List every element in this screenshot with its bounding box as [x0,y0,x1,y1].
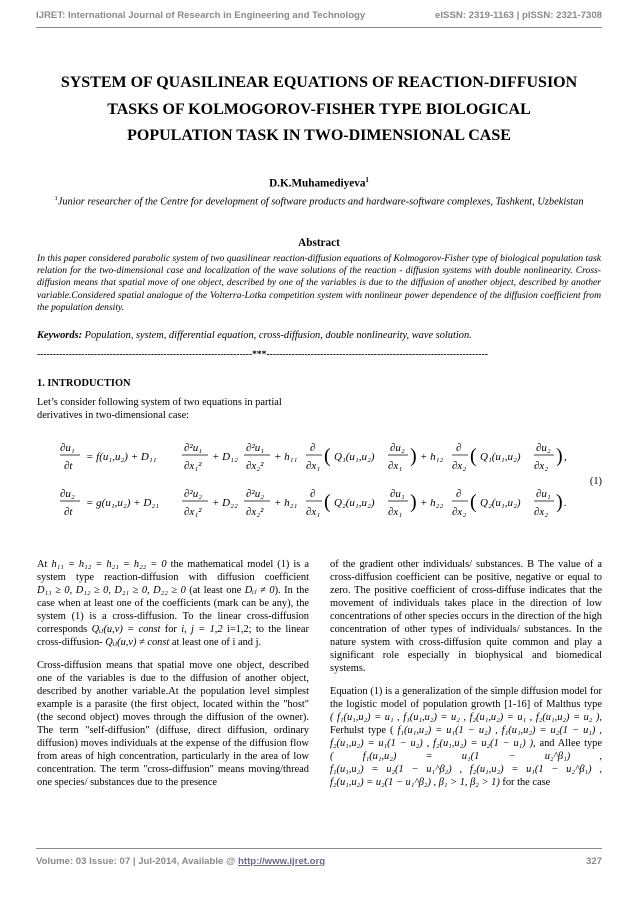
equation-number: (1) [589,476,602,487]
svg-text:∂x₁²: ∂x₁² [184,506,202,518]
affiliation [50,192,588,208]
math-ferhulst-1: f₁(u₁,u₂) = u₁(1 − u₂) , f₁(u₁,u₂) = u₂(1 − u₁) , [397,725,602,736]
math-ferhulst-2: f₂(u₁,u₂) = u₁(1 − u₂) , f₂(u₁,u₂) = u₂(1 − u₁) ), [330,738,536,749]
equation-system [60,438,590,528]
svg-text:∂²u₂: ∂²u₂ [184,488,203,500]
abstract-heading: Abstract [298,237,340,249]
svg-text:∂: ∂ [310,442,316,454]
svg-text:∂x₂: ∂x₂ [452,460,467,472]
svg-text:∂x₁: ∂x₁ [306,506,321,518]
author-mark: 1 [365,176,369,184]
issn: eISSN: 2319-1163 | pISSN: 2321-7308 [435,10,602,21]
title-line-2: TASKS OF KOLMOGOROV-FISHER TYPE BIOLOGICAL [107,100,531,118]
svg-text:∂²u₁: ∂²u₁ [246,442,265,454]
svg-text:(: ( [324,491,331,513]
svg-text:= f(u₁,u₂) + D₁₁: = f(u₁,u₂) + D₁₁ [86,451,157,463]
svg-text:∂t: ∂t [64,506,73,518]
math-q-const: Qᵢⱼ(u,v) = const [91,624,161,635]
svg-text:∂x₁: ∂x₁ [306,460,321,472]
svg-text:∂x₁²: ∂x₁² [184,460,202,472]
svg-text:∂u₁: ∂u₁ [390,488,405,500]
svg-text:∂x₂: ∂x₂ [534,460,549,472]
svg-text:Q₂(u₁,u₂): Q₂(u₁,u₂) [480,497,521,509]
svg-text:+ h₂₁: + h₂₁ [274,497,298,509]
intro-text: Let’s consider following system of two equations in partial derivatives in two-dimensional case: [37,397,282,421]
svg-text:+ h₁₂: + h₁₂ [420,451,444,463]
affiliation-text: Junior researcher of the Centre for development of software products and hardware-software complexes, Tashkent, Uzbekistan [57,196,584,208]
footer-volume: Volume: 03 Issue: 07 | Jul-2014, Available @ http://www.ijret.org [36,856,326,867]
running-footer [36,856,602,867]
title-line-3: POPULATION TASK IN TWO-DIMENSIONAL CASE [127,127,511,144]
math-d-nonneg: D₁₁ ≥ 0, D₁₂ ≥ 0, D₂₁ ≥ 0, D₂₂ ≥ 0 [37,585,186,596]
svg-text:(: ( [470,445,477,467]
keywords [37,330,601,341]
svg-text:= g(u₁,u₂) + D₂₁: = g(u₁,u₂) + D₂₁ [86,497,159,509]
svg-text:∂u₂: ∂u₂ [60,488,75,500]
svg-text:∂: ∂ [456,488,462,500]
svg-text:+ D₁₂: + D₁₂ [212,451,238,463]
math-malthus-1: ( f₁(u₁,u₂) = u₁ , f₁(u₁,u₂) = u₂ , [330,712,466,723]
svg-text:Q₂(u₁,u₂): Q₂(u₁,u₂) [334,497,375,509]
page-number: 327 [585,856,602,867]
math-d-nonzero: Dᵢⱼ ≠ 0 [244,585,275,596]
math-allee-1: ( f₁(u₁,u₂) = u₁(1 − u₂^β₁) , [330,751,602,762]
title-line-1: SYSTEM OF QUASILINEAR EQUATIONS OF REACTION-DIFFUSION [60,74,578,91]
svg-text:+ h₁₁: + h₁₁ [274,451,298,463]
svg-text:.: . [564,497,567,509]
paper-title [30,70,608,150]
svg-text:∂t: ∂t [64,460,73,472]
header-rule [36,27,602,28]
svg-text:Q₁(u₁,u₂): Q₁(u₁,u₂) [480,451,521,463]
section-heading: 1. INTRODUCTION [37,378,131,389]
author-name: D.K.Muhamediyeva [269,177,366,190]
svg-text:): ) [410,491,417,513]
math-h-zero: h₁₁ = h₁₂ = h₂₁ = h₂₂ = 0 [51,559,167,570]
svg-text:): ) [556,491,563,513]
svg-text:∂x₁: ∂x₁ [388,506,403,518]
abstract-text: In this paper considered parabolic system of two quasilinear reaction-diffusion equations of Kolmogorov-Fisher type of biological population task relation for the two-dimensional case and localization of the wave solutions of the reaction - diffusion systems with double nonlinearity. Cross-diffusion means that spatial move of one object, described by one of the variables is due to the diffusion of another object, described by another variable.Considered spatial analogue of the Volterra-Lotka competition system with nonlinear power dependence of the diffusion coefficient from the population density. [37,253,601,313]
left-paragraph-1: At h₁₁ = h₁₂ = h₂₁ = h₂₂ = 0 the mathematical model (1) is a system type reaction-diffusion with diffusion coefficient D₁₁ ≥ 0, D₁₂ ≥ 0, D₂₁ ≥ 0, D₂₂ ≥ 0 (at least one Dᵢⱼ ≠ 0). In the case when at least one of the coefficients (mark can be any), the system (1) is a cross-diffusion. To the linear cross-diffusion corresponds Qᵢⱼ(u,v) = const for i, j = 1,2 i=1,2; to the linear cross-diffusion- Qᵢⱼ(u,v) ≠ const at least one of i and j. [37,559,309,648]
footer-rule [36,848,602,849]
affiliation-mark: 1 [54,195,58,202]
svg-text:): ) [556,445,563,467]
svg-text:∂x₂: ∂x₂ [452,506,467,518]
author [0,176,638,190]
svg-text:+ D₂₂: + D₂₂ [212,497,238,509]
math-q-nonconst: Qᵢⱼ(u,v) ≠ const [105,637,170,648]
separator: --------------------------------------------------------------------***---------------------------------------------------------------------- [37,350,488,360]
svg-text:∂x₁: ∂x₁ [388,460,403,472]
svg-text:∂²u₂: ∂²u₂ [246,488,265,500]
journal-name: IJRET: International Journal of Research in Engineering and Technology [36,10,366,21]
right-paragraph-2: Equation (1) is a generalization of the simple diffusion model for the logistic model of population growth [1-16] of Malthus type ( f₁(u₁,u₂) = u₁ , f₁(u₁,u₂) = u₂ , f₂(u₁,u₂) = u₁ , f₂(u₁,u₂) = u₂ ), Ferhulst type ( f₁(u₁,u₂) = u₁(1 − u₂) , f₁(u₁,u₂) = u₂(1 − u₁) , f₂(u₁,u₂) = u₁(1 − u₂) , f₂(u₁,u₂) = u₂(1 − u₁) ), and Allee type ( f₁(u₁,u₂) = u₁(1 − u₂^β₁) , f₁(u₁,u₂) = u₂(1 − u₁^β₂) , f₂(u₁,u₂) = u₁(1 − u₂^β₁) , f₂(u₁,u₂) = u₂(1 − u₁^β₂) , β₁ > 1, β₂ > 1) for the case [330,686,602,788]
math-allee-3: f₂(u₁,u₂) = u₂(1 − u₁^β₂) , β₁ > 1, β₂ > 1) [330,777,500,788]
svg-text:∂u₂: ∂u₂ [390,442,405,454]
svg-text:): ) [410,445,417,467]
svg-text:(: ( [470,491,477,513]
right-paragraph-1: of the gradient other individuals/ substances. B The value of a cross-diffusion coefficient can be positive, negative or equal to zero. The positive coefficient of cross-diffuse indicates that the movement of individuals takes place in the direction of low concentrations of other species occurs in the direction of the high concentration of other types of individuals/ substances. In the nature system with cross-diffusion quite common and play a significant role especially in biophysical and biomedical systems. [330,559,602,674]
keywords-label: Keywords: [37,330,83,341]
svg-text:∂²u₁: ∂²u₁ [184,442,203,454]
svg-text:∂: ∂ [456,442,462,454]
svg-text:∂u₂: ∂u₂ [536,442,551,454]
svg-text:∂u₁: ∂u₁ [60,442,75,454]
equation-line-1 [60,442,567,472]
svg-text:Q₁(u₁,u₂): Q₁(u₁,u₂) [334,451,375,463]
math-ij: i, j = 1,2 [181,624,223,635]
svg-text:+ h₂₂: + h₂₂ [420,497,444,509]
svg-text:∂: ∂ [310,488,316,500]
equation-line-2 [60,488,567,518]
svg-text:,: , [564,451,567,463]
svg-text:∂x₂: ∂x₂ [534,506,549,518]
math-malthus-2: f₂(u₁,u₂) = u₁ , f₂(u₁,u₂) = u₂ ), [469,712,602,723]
svg-text:(: ( [324,445,331,467]
svg-text:∂x₂²: ∂x₂² [246,460,264,472]
keywords-text: Population, system, differential equation, cross-diffusion, double nonlinearity, wave solution. [84,330,472,341]
svg-text:∂x₂²: ∂x₂² [246,506,264,518]
left-column [37,558,309,799]
right-column [330,558,602,799]
running-header [36,10,602,21]
left-paragraph-2: Cross-diffusion means that spatial move one object, described one of the variables is due to the diffusion of another object, described by another variable.At the population level simplest example is a parasite (the first object, located within the "host" (the second object) moves through the diffusion of the owner). The term "self-diffusion" (diffuse, direct diffusion, ordinary diffusion) moves individuals at the expense of the diffusion flow from areas of high concentration, particularly in the area of low concentration. The term "cross-diffusion" means moving/thread one species/ substances due to the presence [37,660,309,788]
journal-link[interactable]: http://www.ijret.org [238,856,326,867]
svg-text:∂u₁: ∂u₁ [536,488,551,500]
math-allee-2: f₁(u₁,u₂) = u₂(1 − u₁^β₂) , f₂(u₁,u₂) = u₁(1 − u₂^β₁) , [330,764,602,775]
